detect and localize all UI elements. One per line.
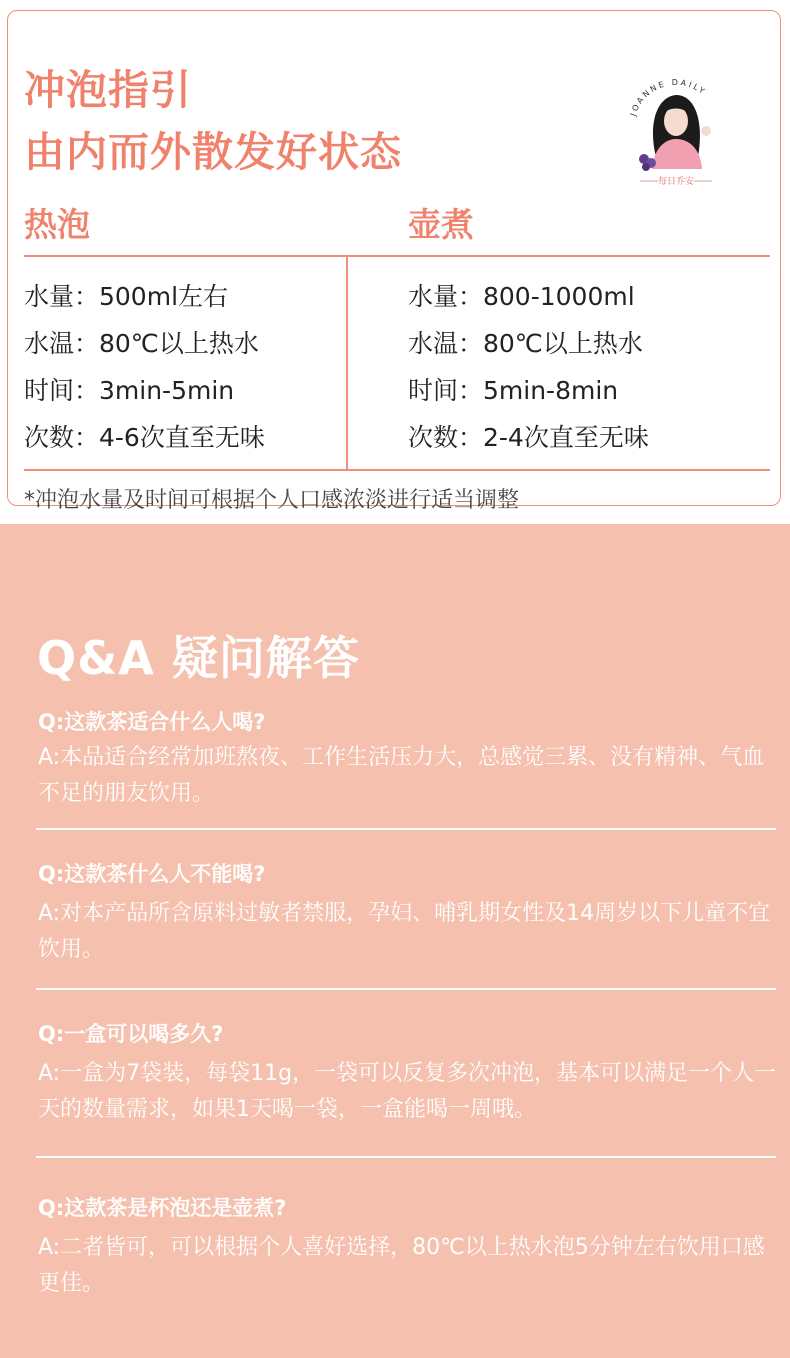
qa-divider-3	[36, 1156, 776, 1158]
pot-boil-time: 时间：5min-8min	[408, 376, 619, 405]
qa-answer-1: A:本品适合经常加班熬夜、工作生活压力大，总感觉三累、没有精神、气血不足的朋友饮用。	[38, 745, 765, 806]
qa-question-1: Q:这款茶适合什么人喝?	[38, 710, 266, 734]
brewing-guide-card	[7, 10, 781, 513]
table-bottom-divider	[24, 469, 770, 471]
headline-line-2: 由内而外散发好状态	[24, 128, 402, 176]
pot-boil-water-amount: 水量：800-1000ml	[408, 282, 635, 311]
hot-brew-water-amount: 水量：500ml左右	[24, 282, 229, 311]
qa-answer-2: A:对本产品所含原料过敏者禁服，孕妇、哺乳期女性及14周岁以下儿童不宜饮用。	[38, 901, 771, 962]
hot-brew-time: 时间：3min-5min	[24, 376, 235, 405]
qa-divider-2	[36, 988, 776, 990]
logo-brand-text: 每日乔安	[657, 177, 695, 187]
method-title-hot-brew: 热泡	[24, 205, 90, 244]
qa-title: Q&A 疑问解答	[37, 631, 360, 685]
table-top-divider	[24, 255, 770, 257]
brewing-note: *冲泡水量及时间可根据个人口感浓淡进行适当调整	[24, 488, 520, 513]
pot-boil-water-temp: 水温：80℃以上热水	[408, 329, 643, 358]
qa-answer-3: A:一盒为7袋装，每袋11g，一袋可以反复多次冲泡，基本可以满足一个人一天的数量需求，如果1天喝一袋，一盒能喝一周哦。	[38, 1061, 777, 1122]
qa-divider-1	[36, 828, 776, 830]
logo-arc-text: JOANNE DAILY	[628, 77, 709, 118]
qa-question-2: Q:这款茶什么人不能喝?	[38, 862, 266, 886]
qa-answer-4: A:二者皆可，可以根据个人喜好选择，80℃以上热水泡5分钟左右饮用口感更佳。	[38, 1235, 765, 1296]
headline-line-1: 冲泡指引	[24, 66, 192, 114]
method-title-pot-boil: 壶煮	[408, 205, 474, 244]
table-column-divider	[346, 257, 348, 469]
qa-question-4: Q:这款茶是杯泡还是壶煮?	[38, 1196, 287, 1220]
qa-section	[0, 524, 790, 1358]
hot-brew-water-temp: 水温：80℃以上热水	[24, 329, 259, 358]
qa-question-3: Q:一盒可以喝多久?	[38, 1022, 224, 1046]
brand-logo	[620, 65, 732, 191]
hot-brew-count: 次数：4-6次直至无味	[24, 423, 265, 452]
pot-boil-count: 次数：2-4次直至无味	[408, 423, 649, 452]
